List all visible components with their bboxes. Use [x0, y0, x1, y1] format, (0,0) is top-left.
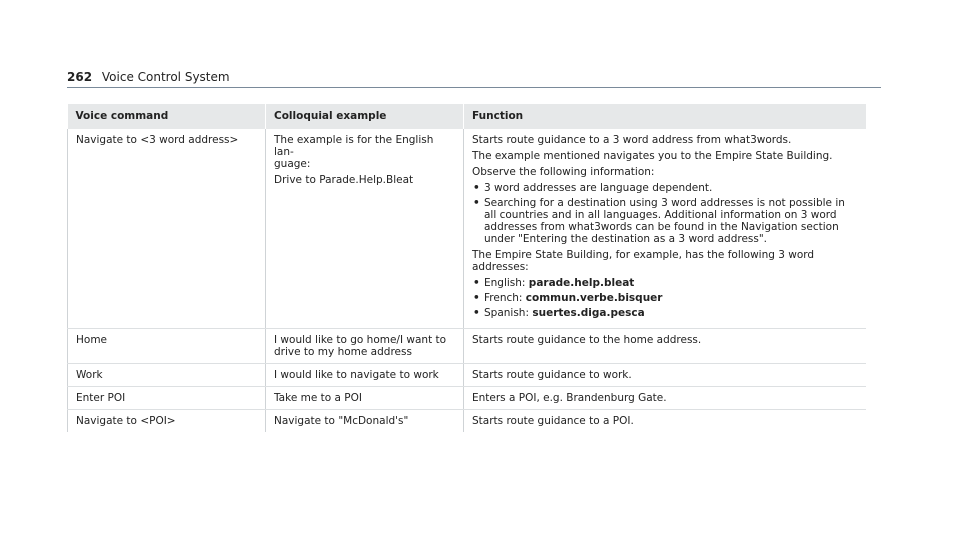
bullet-icon: •	[473, 292, 480, 304]
bullet-icon: •	[473, 307, 480, 319]
table-header-row	[68, 104, 866, 129]
cell-command: Home	[68, 329, 266, 364]
address-language: Spanish:	[484, 307, 533, 319]
cell-function: Starts route guidance to the home address.	[464, 329, 866, 364]
list-item-text: Searching for a destination using 3 word addresses is not possible in all countries and in all languages. Additional information on 3 word addresses from what3words can be found in the Navigation section under "Entering the destination as a 3 word address".	[484, 197, 845, 245]
table-row	[68, 387, 866, 410]
list-item	[472, 292, 858, 304]
table-row	[68, 329, 866, 364]
list-item	[472, 277, 858, 289]
page-header	[67, 70, 230, 84]
function-paragraph: The example mentioned navigates you to the Empire State Building.	[472, 150, 833, 162]
cell-function	[464, 129, 866, 329]
cell-command: Enter POI	[68, 387, 266, 410]
cell-function: Starts route guidance to a POI.	[464, 410, 866, 433]
address-language: English:	[484, 277, 529, 289]
function-paragraph: Observe the following information:	[472, 166, 655, 178]
cell-function: Starts route guidance to work.	[464, 364, 866, 387]
table-row	[68, 364, 866, 387]
example-line: Drive to Parade.Help.Bleat	[274, 174, 414, 186]
bullet-icon: •	[473, 197, 480, 209]
address-value: parade.help.bleat	[528, 277, 635, 289]
table-row	[68, 410, 866, 433]
cell-example: I would like to go home/I want to drive to my home address	[266, 329, 464, 364]
bullet-icon: •	[473, 277, 480, 289]
example-text: The example is for the English lan-	[274, 134, 434, 158]
address-value: suertes.diga.pesca	[532, 307, 645, 319]
voice-command-table	[67, 104, 866, 432]
cell-example: Navigate to "McDonald's"	[266, 410, 464, 433]
column-header-function: Function	[464, 104, 866, 129]
address-value: commun.verbe.bisquer	[525, 292, 663, 304]
header-divider	[67, 87, 881, 88]
cell-command: Navigate to <POI>	[68, 410, 266, 433]
list-item	[472, 182, 858, 194]
bullet-icon: •	[473, 182, 480, 194]
table-row	[68, 129, 866, 329]
cell-function: Enters a POI, e.g. Brandenburg Gate.	[464, 387, 866, 410]
address-language: French:	[484, 292, 526, 304]
example-line	[274, 134, 455, 170]
page-number: 262	[67, 70, 93, 84]
cell-command: Navigate to <3 word address>	[68, 129, 266, 329]
bullet-list	[472, 182, 858, 245]
cell-command: Work	[68, 364, 266, 387]
cell-example: Take me to a POI	[266, 387, 464, 410]
function-paragraph: The Empire State Building, for example, has the following 3 word addresses:	[472, 249, 815, 273]
column-header-colloquial-example: Colloquial example	[266, 104, 464, 129]
list-item	[472, 197, 858, 245]
function-paragraph: Starts route guidance to a 3 word address from what3words.	[472, 134, 792, 146]
list-item-text: 3 word addresses are language dependent.	[484, 182, 713, 194]
address-list	[472, 277, 858, 319]
list-item	[472, 307, 858, 319]
example-text: guage:	[274, 158, 311, 170]
cell-example: I would like to navigate to work	[266, 364, 464, 387]
column-header-voice-command: Voice command	[68, 104, 266, 129]
cell-example	[266, 129, 464, 329]
section-title: Voice Control System	[101, 70, 230, 84]
